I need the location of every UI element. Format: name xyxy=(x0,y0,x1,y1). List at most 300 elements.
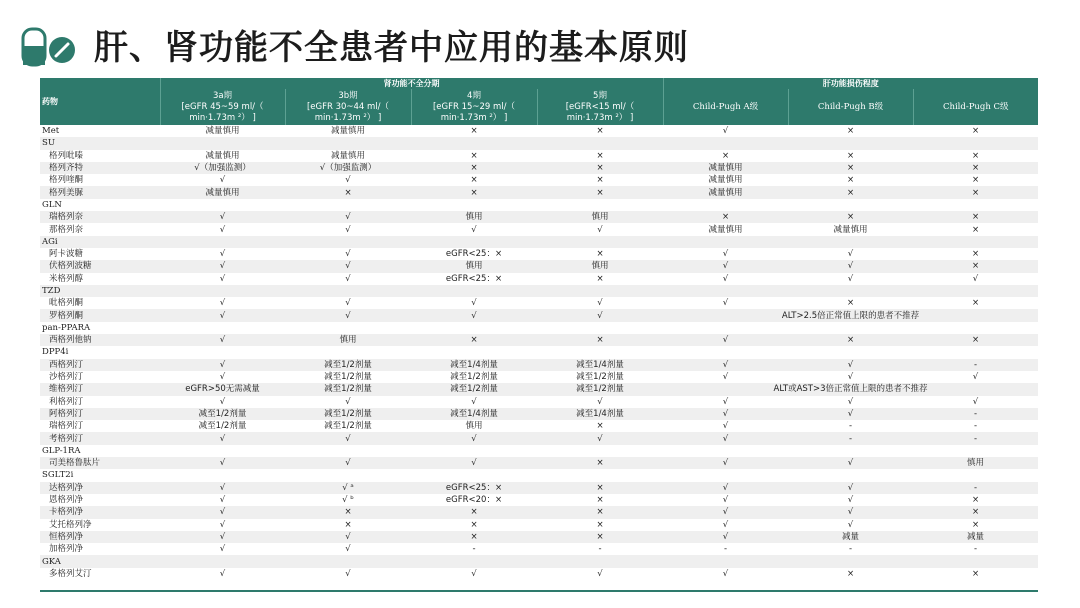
table-cell: × xyxy=(411,174,537,186)
table-cell: × xyxy=(913,519,1038,531)
table-row xyxy=(40,223,1038,235)
table-cell xyxy=(285,137,411,149)
table-cell: √ xyxy=(913,371,1038,383)
table-cell: - xyxy=(913,432,1038,444)
table-cell: 减至1/2剂量 xyxy=(537,383,663,395)
table-cell: √ xyxy=(537,297,663,309)
table-cell xyxy=(411,199,537,211)
table-cell: 减量慎用 xyxy=(160,150,285,162)
table-cell xyxy=(285,236,411,248)
table-cell: × xyxy=(411,150,537,162)
drug-name: 罗格列酮 xyxy=(40,309,160,321)
table-cell xyxy=(788,445,913,457)
drug-class-label: Met xyxy=(40,125,160,137)
table-cell: √ xyxy=(788,260,913,272)
table-cell: 减量慎用 xyxy=(663,223,788,235)
table-cell: √ xyxy=(411,568,537,580)
table-cell xyxy=(537,137,663,149)
drug-class-label: SGLT2i xyxy=(40,469,160,481)
drug-class-label: DPP4i xyxy=(40,346,160,358)
drug-name: 吡格列酮 xyxy=(40,297,160,309)
table-cell: √ xyxy=(285,248,411,260)
table-cell: √ xyxy=(285,568,411,580)
table-row xyxy=(40,359,1038,371)
table-cell: × xyxy=(411,334,537,346)
table-cell: - xyxy=(537,543,663,555)
table-row xyxy=(40,162,1038,174)
table-cell: - xyxy=(788,420,913,432)
table-cell: 减量慎用 xyxy=(663,174,788,186)
drug-name: 司美格鲁肽片 xyxy=(40,457,160,469)
table-cell: - xyxy=(411,543,537,555)
table-cell xyxy=(788,555,913,567)
table-cell: × xyxy=(788,211,913,223)
table-cell: √ xyxy=(663,125,788,137)
header-column-5: Child-Pugh B级 xyxy=(788,89,913,125)
table-cell: × xyxy=(537,506,663,518)
table-cell: - xyxy=(913,482,1038,494)
drug-name: 阿格列汀 xyxy=(40,408,160,420)
table-cell xyxy=(537,285,663,297)
header-column-unit: min·1.73m ²） ] xyxy=(189,112,256,123)
table-cell xyxy=(285,199,411,211)
table-cell: √ xyxy=(285,309,411,321)
table-cell: √ xyxy=(285,396,411,408)
bottom-divider xyxy=(40,590,1038,592)
table-cell: 减至1/2剂量 xyxy=(537,371,663,383)
table-cell: eGFR<25：× xyxy=(411,482,537,494)
table-row xyxy=(40,531,1038,543)
table-cell xyxy=(663,445,788,457)
table-cell: 减至1/4剂量 xyxy=(411,408,537,420)
table-cell: √ xyxy=(663,494,788,506)
header-column-6: Child-Pugh C级 xyxy=(913,89,1038,125)
drug-name: 米格列醇 xyxy=(40,273,160,285)
drug-name: 达格列净 xyxy=(40,482,160,494)
table-cell xyxy=(160,322,285,334)
table-body xyxy=(40,125,1038,580)
header-renal-group: 肾功能不全分期 xyxy=(160,78,663,89)
table-cell xyxy=(411,322,537,334)
table-cell xyxy=(913,555,1038,567)
header-column-1 xyxy=(285,89,411,125)
table-cell: √ xyxy=(663,506,788,518)
header-column-stage: 3a期 xyxy=(212,90,233,101)
drug-class-label: TZD xyxy=(40,285,160,297)
drug-name: 西格列他钠 xyxy=(40,334,160,346)
table-cell: × xyxy=(788,297,913,309)
table-cell xyxy=(160,199,285,211)
table-cell: × xyxy=(537,125,663,137)
table-cell xyxy=(913,137,1038,149)
table-cell: √ xyxy=(285,543,411,555)
table-cell: √ xyxy=(160,309,285,321)
drug-class-label: AGi xyxy=(40,236,160,248)
table-cell: √ xyxy=(663,408,788,420)
table-cell: 减至1/2剂量 xyxy=(285,359,411,371)
table-cell xyxy=(663,346,788,358)
table-row xyxy=(40,568,1038,580)
table-cell: × xyxy=(913,174,1038,186)
table-cell: √ xyxy=(285,211,411,223)
table-row xyxy=(40,555,1038,567)
table-cell: × xyxy=(913,568,1038,580)
table-cell xyxy=(285,469,411,481)
table-cell xyxy=(537,346,663,358)
table-cell xyxy=(160,555,285,567)
table-row xyxy=(40,543,1038,555)
table-cell: √ xyxy=(537,432,663,444)
table-cell: × xyxy=(913,334,1038,346)
table-row xyxy=(40,273,1038,285)
table-cell xyxy=(411,137,537,149)
table-cell xyxy=(913,469,1038,481)
table-cell: × xyxy=(788,150,913,162)
table-cell: eGFR<25：× xyxy=(411,248,537,260)
subheader-row xyxy=(40,89,1038,125)
table-cell: √ xyxy=(663,457,788,469)
table-cell: × xyxy=(537,457,663,469)
table-cell: √ xyxy=(788,273,913,285)
table-cell xyxy=(537,236,663,248)
table-cell xyxy=(160,346,285,358)
table-cell: √ xyxy=(411,309,537,321)
table-cell: × xyxy=(285,186,411,198)
table-cell xyxy=(537,199,663,211)
table-cell: √ xyxy=(285,260,411,272)
table-cell: × xyxy=(913,223,1038,235)
table-cell: 慎用 xyxy=(411,260,537,272)
table-cell xyxy=(663,137,788,149)
table-row xyxy=(40,260,1038,272)
header-column-2 xyxy=(411,89,537,125)
table-cell: √ xyxy=(788,408,913,420)
table-cell: √ xyxy=(788,457,913,469)
table-cell: × xyxy=(411,125,537,137)
table-cell: 减至1/2剂量 xyxy=(285,383,411,395)
table-cell: × xyxy=(913,297,1038,309)
table-cell: 减量慎用 xyxy=(160,125,285,137)
table-cell: √ xyxy=(285,531,411,543)
drug-name: 卡格列净 xyxy=(40,506,160,518)
table-cell: √ xyxy=(663,568,788,580)
table-cell: × xyxy=(537,150,663,162)
table-cell: × xyxy=(788,162,913,174)
drug-name: 考格列汀 xyxy=(40,432,160,444)
table-cell: × xyxy=(913,260,1038,272)
table-row xyxy=(40,445,1038,457)
table-cell: × xyxy=(411,162,537,174)
table-cell: 减量慎用 xyxy=(788,223,913,235)
drug-name: 维格列汀 xyxy=(40,383,160,395)
table-cell: √ xyxy=(160,297,285,309)
table-row xyxy=(40,457,1038,469)
table-cell xyxy=(285,322,411,334)
table-row xyxy=(40,297,1038,309)
table-cell: - xyxy=(788,543,913,555)
table-cell xyxy=(663,322,788,334)
table-cell xyxy=(913,236,1038,248)
table-row xyxy=(40,346,1038,358)
table-cell xyxy=(411,445,537,457)
table-cell: √ xyxy=(788,371,913,383)
table-cell xyxy=(160,445,285,457)
table-cell: 减至1/2剂量 xyxy=(411,383,537,395)
table-cell: 减量 xyxy=(788,531,913,543)
table-cell: √ xyxy=(537,309,663,321)
table-row xyxy=(40,137,1038,149)
table-cell: √ xyxy=(160,371,285,383)
table-cell: 减至1/2剂量 xyxy=(285,420,411,432)
table-cell: 减量慎用 xyxy=(285,150,411,162)
drug-name: 加格列净 xyxy=(40,543,160,555)
drug-principles-table xyxy=(40,78,1038,580)
drug-name: 瑞格列汀 xyxy=(40,420,160,432)
table-cell: 减量 xyxy=(913,531,1038,543)
table-cell: √ xyxy=(663,248,788,260)
table-cell: × xyxy=(285,519,411,531)
table-cell xyxy=(913,285,1038,297)
table-cell: × xyxy=(788,568,913,580)
table-cell xyxy=(788,199,913,211)
table-cell: √ xyxy=(537,396,663,408)
table-cell: × xyxy=(913,162,1038,174)
table-cell: √ xyxy=(788,396,913,408)
table-cell: √ xyxy=(663,371,788,383)
table-row xyxy=(40,322,1038,334)
table-row xyxy=(40,469,1038,481)
page-title: 肝、肾功能不全患者中应用的基本原则 xyxy=(94,28,689,68)
drug-name: 格列吡嗪 xyxy=(40,150,160,162)
drug-class-label: GLN xyxy=(40,199,160,211)
table-cell: 减量慎用 xyxy=(285,125,411,137)
table-cell xyxy=(788,346,913,358)
header-column-unit: min·1.73m ²） ] xyxy=(566,112,634,123)
header-drug: 药物 xyxy=(40,78,160,125)
header-column-range: [eGFR<15 ml/（ xyxy=(565,101,635,112)
drug-name: 恒格列净 xyxy=(40,531,160,543)
drug-name: 沙格列汀 xyxy=(40,371,160,383)
drug-class-label: pan-PPARA xyxy=(40,322,160,334)
table-cell: 慎用 xyxy=(537,211,663,223)
table-cell: - xyxy=(913,408,1038,420)
table-cell: × xyxy=(537,531,663,543)
header-column-unit: min·1.73m ²） ] xyxy=(440,112,508,123)
hepatic-note-cell: ALT>2.5倍正常值上限的患者不推荐 xyxy=(663,309,1038,321)
table-cell: × xyxy=(537,482,663,494)
header-hepatic-group: 肝功能损伤程度 xyxy=(663,78,1038,89)
header-column-4: Child-Pugh A级 xyxy=(663,89,788,125)
table-cell: √ xyxy=(411,396,537,408)
table-cell xyxy=(663,236,788,248)
drug-name: 艾托格列净 xyxy=(40,519,160,531)
table-cell: √ xyxy=(285,297,411,309)
table-cell: 慎用 xyxy=(285,334,411,346)
header-column-unit: min·1.73m ²） ] xyxy=(314,112,382,123)
table-cell: - xyxy=(913,359,1038,371)
table-cell xyxy=(160,285,285,297)
table-row xyxy=(40,408,1038,420)
table-cell: √ xyxy=(285,223,411,235)
table-cell: - xyxy=(913,543,1038,555)
table-cell: × xyxy=(537,494,663,506)
table-cell: √ xyxy=(160,519,285,531)
table-cell: × xyxy=(663,150,788,162)
table-cell: √ xyxy=(663,482,788,494)
table-cell: 慎用 xyxy=(411,420,537,432)
table-cell: √ ᵇ xyxy=(285,494,411,506)
table-cell: √ ᵃ xyxy=(285,482,411,494)
table-cell: √ xyxy=(788,359,913,371)
table-cell: √ xyxy=(788,248,913,260)
table-cell: √ xyxy=(160,211,285,223)
table-cell: × xyxy=(537,174,663,186)
table-row xyxy=(40,211,1038,223)
table-cell: √ xyxy=(663,273,788,285)
header-column-stage: 5期 xyxy=(593,90,607,101)
table-cell xyxy=(537,445,663,457)
drug-name: 那格列奈 xyxy=(40,223,160,235)
table-cell: √ xyxy=(160,568,285,580)
table-cell: √ xyxy=(285,174,411,186)
table-row xyxy=(40,420,1038,432)
table-cell: × xyxy=(537,273,663,285)
table-cell xyxy=(160,137,285,149)
table-cell: √ xyxy=(537,223,663,235)
table-cell: × xyxy=(788,125,913,137)
table-cell: √ xyxy=(788,519,913,531)
table-cell: × xyxy=(411,519,537,531)
table-cell: × xyxy=(913,211,1038,223)
table-row xyxy=(40,186,1038,198)
table-cell xyxy=(411,236,537,248)
table-cell: × xyxy=(913,150,1038,162)
drug-name: 恩格列净 xyxy=(40,494,160,506)
drug-name: 利格列汀 xyxy=(40,396,160,408)
table-row xyxy=(40,334,1038,346)
table-cell: √ xyxy=(788,506,913,518)
table-cell xyxy=(788,285,913,297)
table-cell xyxy=(537,322,663,334)
table-cell: √ xyxy=(160,273,285,285)
table-cell xyxy=(411,285,537,297)
table-cell: 减至1/4剂量 xyxy=(537,359,663,371)
table-cell: √ xyxy=(160,359,285,371)
table-cell: × xyxy=(537,334,663,346)
table-row xyxy=(40,482,1038,494)
table-cell: √ xyxy=(663,432,788,444)
table-cell: - xyxy=(913,420,1038,432)
table-row xyxy=(40,125,1038,137)
table-cell: √ xyxy=(663,359,788,371)
table-cell: √ xyxy=(160,457,285,469)
table-cell: √ xyxy=(160,543,285,555)
table-cell: √ xyxy=(663,297,788,309)
table-cell: √ xyxy=(160,174,285,186)
table-cell xyxy=(411,346,537,358)
table-cell xyxy=(285,285,411,297)
drug-name: 瑞格列奈 xyxy=(40,211,160,223)
table-row xyxy=(40,150,1038,162)
table-cell: × xyxy=(411,186,537,198)
header-column-range: [eGFR 45~59 ml/（ xyxy=(181,101,264,112)
table-cell xyxy=(537,469,663,481)
drug-name: 多格列艾汀 xyxy=(40,568,160,580)
table-cell: √ xyxy=(160,334,285,346)
table-cell: √ xyxy=(537,568,663,580)
table-cell: √ xyxy=(411,297,537,309)
table-cell: √ xyxy=(913,273,1038,285)
drug-class-label: SU xyxy=(40,137,160,149)
table-cell: × xyxy=(788,334,913,346)
table-cell xyxy=(663,199,788,211)
table-cell: √ xyxy=(663,396,788,408)
drug-name: 西格列汀 xyxy=(40,359,160,371)
table-cell xyxy=(537,555,663,567)
table-cell xyxy=(913,322,1038,334)
table-cell: √（加强监测） xyxy=(285,162,411,174)
table-cell: 减至1/2剂量 xyxy=(285,408,411,420)
table-cell: × xyxy=(913,186,1038,198)
hepatic-note-cell: ALT或AST>3倍正常值上限的患者不推荐 xyxy=(663,383,1038,395)
table-cell: √ xyxy=(160,260,285,272)
table-row xyxy=(40,285,1038,297)
table-cell: 减量慎用 xyxy=(160,186,285,198)
table-cell: eGFR<20：× xyxy=(411,494,537,506)
table-cell: × xyxy=(913,506,1038,518)
table-cell: 慎用 xyxy=(411,211,537,223)
table-cell: √ xyxy=(160,506,285,518)
table-cell: × xyxy=(537,420,663,432)
logo-pencil-card-icon xyxy=(20,26,76,68)
table-cell: √ xyxy=(788,494,913,506)
drug-class-label: GKA xyxy=(40,555,160,567)
table-cell: × xyxy=(913,494,1038,506)
header-column-0 xyxy=(160,89,285,125)
table-cell xyxy=(913,346,1038,358)
table-row xyxy=(40,309,1038,321)
table-cell xyxy=(788,469,913,481)
table-cell: × xyxy=(411,531,537,543)
table-cell: √ xyxy=(285,273,411,285)
header-column-3 xyxy=(537,89,663,125)
table-cell: √ xyxy=(663,519,788,531)
drug-class-label: GLP-1RA xyxy=(40,445,160,457)
table-cell: √ xyxy=(411,457,537,469)
table-cell: × xyxy=(285,506,411,518)
table-cell xyxy=(788,236,913,248)
table-row xyxy=(40,236,1038,248)
drug-name: 格列喹酮 xyxy=(40,174,160,186)
table-cell xyxy=(663,469,788,481)
table-cell: 减至1/2剂量 xyxy=(160,408,285,420)
table-cell: √ xyxy=(160,223,285,235)
table-cell: × xyxy=(537,519,663,531)
table-cell: eGFR>50无需减量 xyxy=(160,383,285,395)
table-row xyxy=(40,174,1038,186)
header-column-stage: 3b期 xyxy=(338,90,358,101)
drug-name: 格列美脲 xyxy=(40,186,160,198)
table-cell: 减至1/2剂量 xyxy=(411,371,537,383)
table-row xyxy=(40,371,1038,383)
table-cell: √ xyxy=(411,432,537,444)
table-row xyxy=(40,396,1038,408)
table-cell: × xyxy=(913,125,1038,137)
table-cell: 减至1/4剂量 xyxy=(537,408,663,420)
table-row xyxy=(40,383,1038,395)
table-cell xyxy=(285,445,411,457)
table-row xyxy=(40,519,1038,531)
